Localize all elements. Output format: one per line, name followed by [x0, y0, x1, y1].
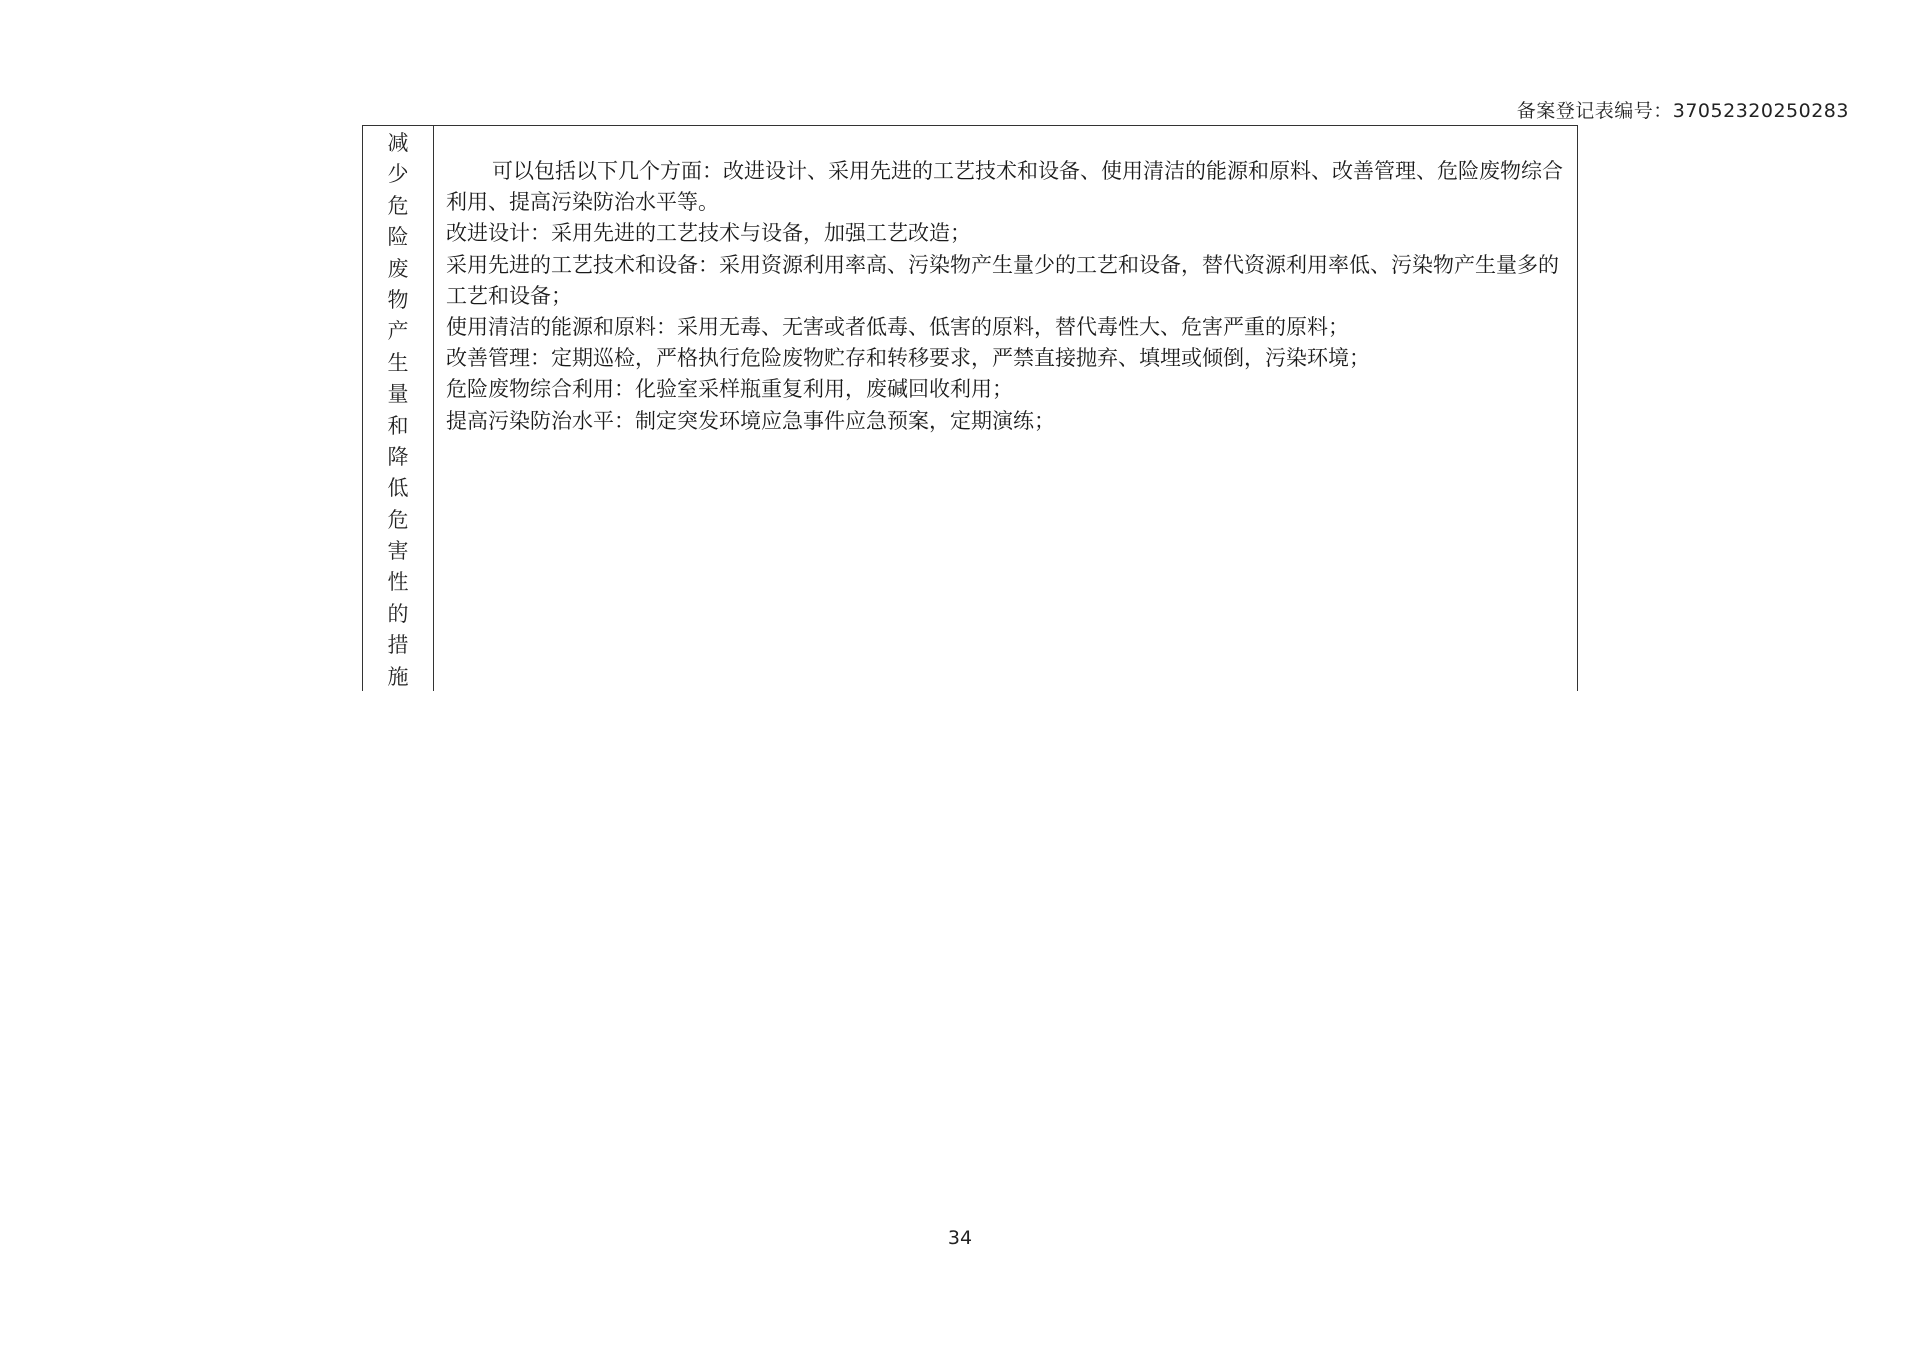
row-label-char: 的 — [387, 601, 409, 626]
measure-item-design: 改进设计：采用先进的工艺技术与设备，加强工艺改造； — [446, 221, 971, 246]
measure-item-clean-materials: 使用清洁的能源和原料：采用无毒、无害或者低毒、低害的原料，替代毒性大、危害严重的原料； — [446, 315, 1349, 340]
row-label-char: 产 — [387, 319, 409, 344]
row-label-char: 危 — [387, 507, 409, 532]
row-label-char: 少 — [387, 162, 409, 187]
row-label-char: 废 — [387, 256, 409, 281]
intro-paragraph: 可以包括以下几个方面：改进设计、采用先进的工艺技术和设备、使用清洁的能源和原料、改善管理、危险废物综合利用、提高污染防治水平等。 — [446, 159, 1563, 215]
measure-item-pollution-control: 提高污染防治水平：制定突发环境应急事件应急预案，定期演练； — [446, 408, 1055, 433]
row-label-vertical — [363, 126, 434, 691]
row-label-char: 和 — [387, 413, 409, 438]
row-label-char: 降 — [387, 444, 409, 469]
row-label-char: 物 — [387, 287, 409, 312]
row-label-char: 施 — [387, 664, 409, 689]
row-label-char: 量 — [387, 382, 409, 407]
measure-item-technology: 采用先进的工艺技术和设备：采用资源利用率高、污染物产生量少的工艺和设备，替代资源利用率低、污染物产生量多的工艺和设备； — [446, 252, 1559, 308]
row-label-char: 减 — [387, 131, 409, 155]
measure-item-management: 改善管理：定期巡检，严格执行危险废物贮存和转移要求，严禁直接抛弃、填埋或倾倒，污染环境； — [446, 346, 1370, 371]
row-label-char: 生 — [387, 350, 409, 375]
row-label-char: 危 — [387, 193, 409, 218]
row-label-char: 低 — [387, 476, 409, 501]
row-label-char: 措 — [387, 633, 409, 658]
row-label-char: 害 — [387, 539, 409, 564]
row-label-char: 险 — [387, 225, 409, 250]
measures-content — [434, 126, 1577, 691]
registration-code: 备案登记表编号：37052320250283 — [1516, 100, 1849, 122]
measure-item-utilization: 危险废物综合利用：化验室采样瓶重复利用，废碱回收利用； — [446, 377, 1013, 402]
page-number: 34 — [947, 1227, 973, 1249]
measures-table — [362, 125, 1578, 691]
row-label-char: 性 — [387, 570, 409, 595]
